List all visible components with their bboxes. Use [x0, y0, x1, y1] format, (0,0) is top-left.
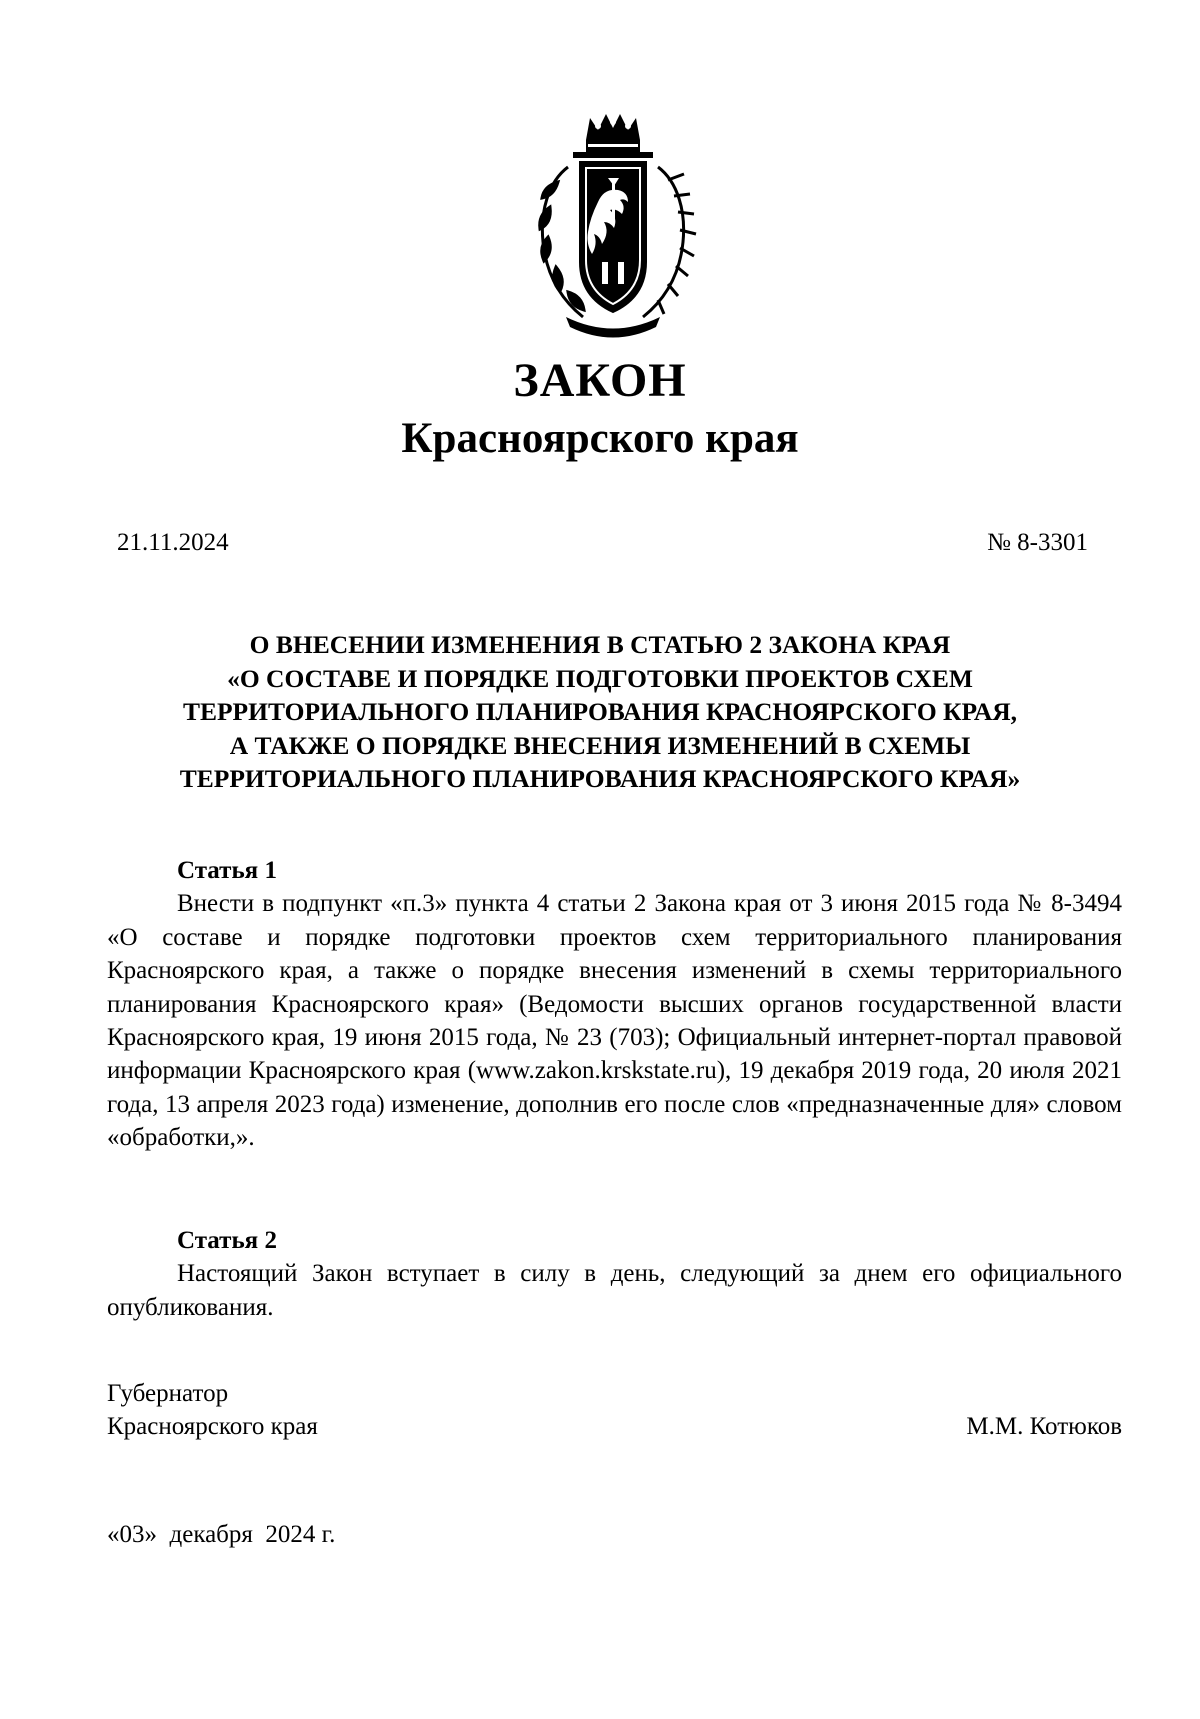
article-2 — [107, 1224, 1122, 1324]
coat-of-arms-emblem — [528, 112, 698, 342]
document-date: 21.11.2024 — [117, 529, 229, 556]
heading-line: А ТАКЖЕ О ПОРЯДКЕ ВНЕСЕНИЯ ИЗМЕНЕНИЙ В СХЕМЫ — [229, 730, 971, 760]
crown-icon — [573, 114, 653, 158]
document-subtitle: Красноярского края — [401, 415, 799, 462]
article-1 — [107, 854, 1122, 1155]
signature-block — [107, 1377, 1122, 1444]
heading-line: «О СОСТАВЕ И ПОРЯДКЕ ПОДГОТОВКИ ПРОЕКТОВ СХЕМ — [227, 663, 973, 693]
heading-line: ТЕРРИТОРИАЛЬНОГО ПЛАНИРОВАНИЯ КРАСНОЯРСКОГО КРАЯ, — [182, 697, 1018, 726]
signatory-name: М.М. Котюков — [966, 1413, 1122, 1441]
law-heading — [0, 628, 1200, 796]
article-title: Статья 2 — [177, 1227, 277, 1254]
heading-line: ТЕРРИТОРИАЛЬНОГО ПЛАНИРОВАНИЯ КРАСНОЯРСКОГО КРАЯ» — [179, 764, 1021, 793]
oak-wreath-left — [540, 167, 584, 317]
signing-date: «03» декабря 2024 г. — [107, 1521, 336, 1548]
article-body: Внести в подпункт «п.3» пункта 4 статьи 2 Закона края от 3 июня 2015 года № 8-3494 «О составе и порядке подготовки проектов схем территориального планирования Красноярского края, а также о порядке внесения изменений в схемы территориального планирования Красноярского края» (Ведомости высших органов государственной власти Красноярского края, 19 июня 2015 года, № 23 (703); Официальный интернет-портал правовой информации Красноярского края (www.zakon.krskstate.ru), 19 декабря 2019 года, 20 июля 2021 года, 13 апреля 2023 года) изменение, дополнив его после слов «предназначенные для» словом «обработки,». — [107, 890, 1122, 1152]
document-number: № 8-3301 — [987, 529, 1088, 556]
signatory-position: Губернатор — [107, 1380, 229, 1407]
article-body: Настоящий Закон вступает в силу в день, следующий за днем его официального опубликования. — [107, 1260, 1122, 1321]
heading-line: О ВНЕСЕНИИ ИЗМЕНЕНИЯ В СТАТЬЮ 2 ЗАКОНА КРАЯ — [249, 630, 951, 659]
signatory-region: Красноярского края — [107, 1413, 318, 1441]
document-title: ЗАКОН — [513, 354, 687, 407]
article-title: Статья 1 — [177, 857, 277, 884]
wreath-right — [643, 167, 696, 317]
ribbon — [566, 317, 660, 338]
